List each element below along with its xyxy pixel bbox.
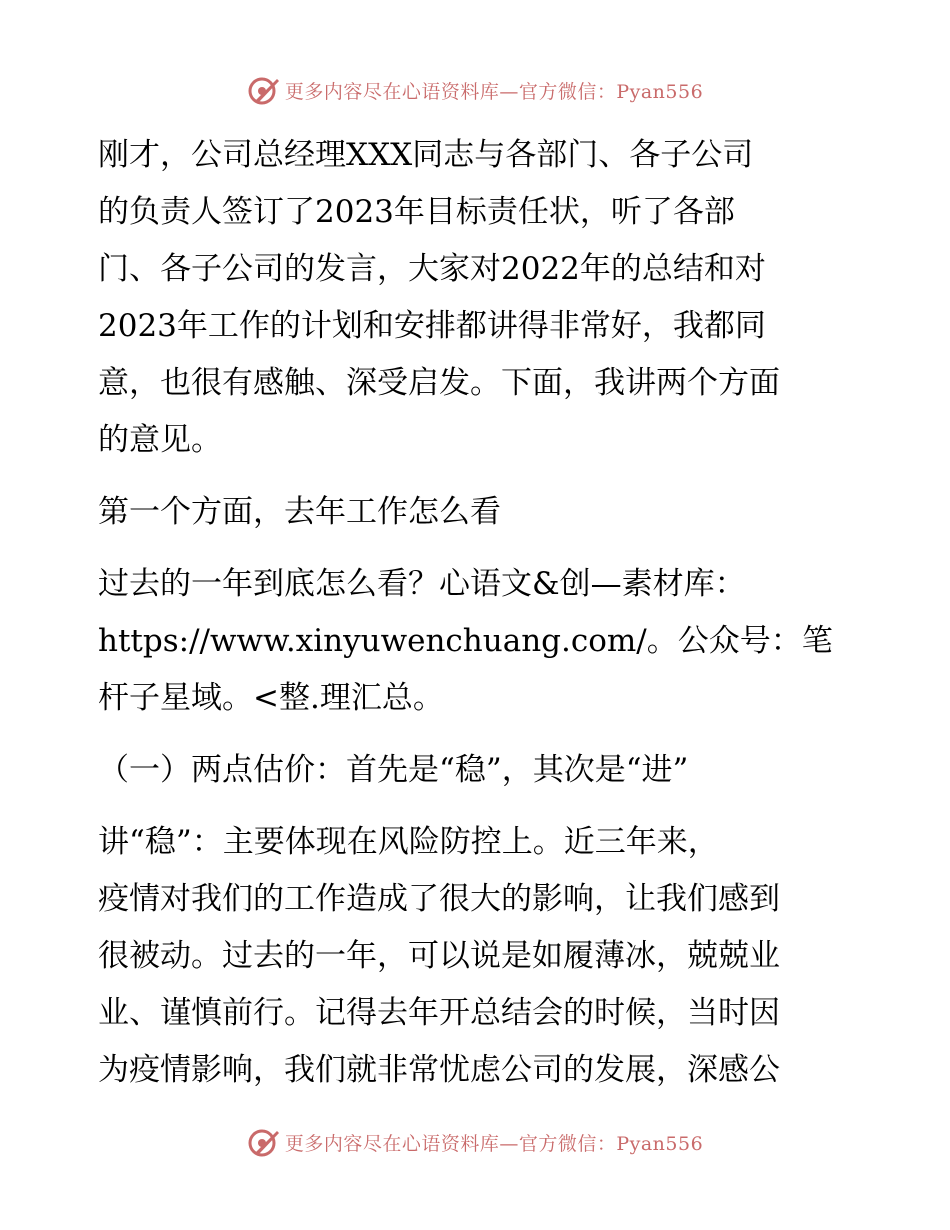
header-banner [0,70,950,110]
pen-logo-icon [247,1125,281,1159]
body-line: 讲“稳”：主要体现在风险防控上。近三年来， [98,824,719,860]
body-line: 为疫情影响，我们就非常忧虑公司的发展，深感公 [98,1052,780,1088]
body-line: 疫情对我们的工作造成了很大的影响，让我们感到 [98,881,780,917]
body-line: 意，也很有感触、深受启发。下面，我讲两个方面 [98,365,780,401]
subsection-heading: （一）两点估价：首先是“稳”，其次是“进” [98,752,689,788]
pen-logo-icon [247,73,281,107]
body-line: 很被动。过去的一年，可以说是如履薄冰，兢兢业 [98,938,780,974]
section-heading: 第一个方面，去年工作怎么看 [98,494,501,530]
body-line: 刚才，公司总经理XXX同志与各部门、各子公司 [98,137,754,173]
body-line: 的意见。 [98,422,222,458]
document-body [98,127,858,1099]
body-line: 业、谨慎前行。记得去年开总结会的时候，当时因 [98,995,780,1031]
body-line: 杆子星域。<整.理汇总。 [98,680,444,716]
footer-banner [0,1122,950,1162]
body-line: 过去的一年到底怎么看？心语文&创—素材库： [98,566,746,602]
header-banner-text: 更多内容尽在心语资料库—官方微信：Pyan556 [284,80,704,103]
body-line: https://www.xinyuwenchuang.com/。公众号：笔 [98,623,833,659]
body-line: 2023年工作的计划和安排都讲得非常好，我都同 [98,308,766,344]
body-line: 的负责人签订了2023年目标责任状，听了各部 [98,194,735,230]
body-line: 门、各子公司的发言，大家对2022年的总结和对 [98,251,766,287]
footer-banner-text: 更多内容尽在心语资料库—官方微信：Pyan556 [284,1132,704,1155]
